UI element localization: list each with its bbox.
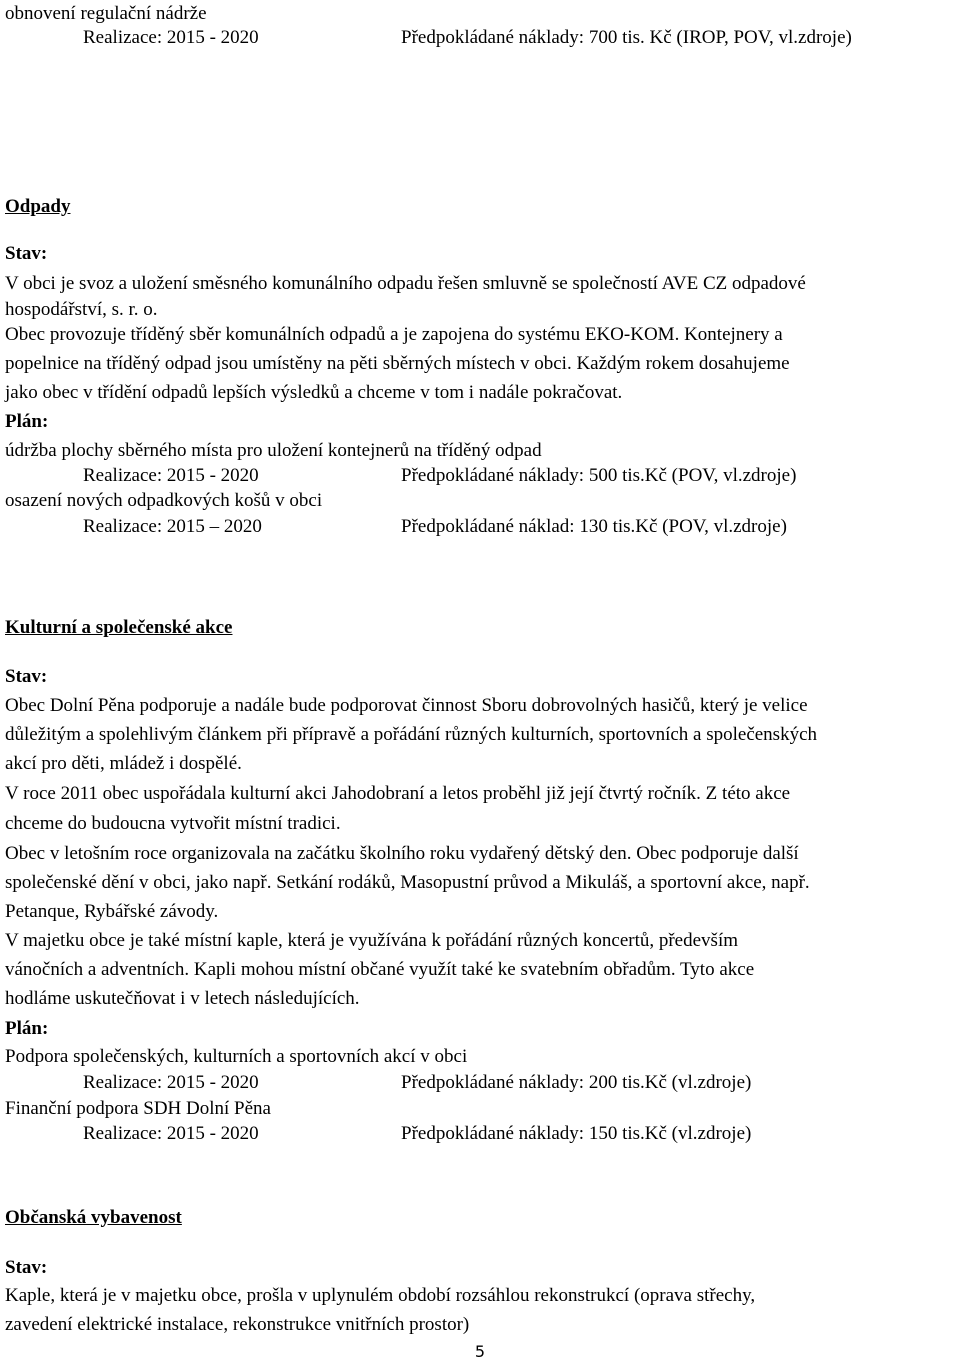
plan-item-name: Finanční podpora SDH Dolní Pěna — [5, 1098, 271, 1119]
plan-item-realizace: Realizace: 2015 - 2020 — [83, 1072, 259, 1093]
paragraph-line: hodláme uskutečňovat i v letech následujících. — [5, 988, 360, 1009]
plan-item-naklady: Předpokládané náklady: 150 tis.Kč (vl.zdroje) — [401, 1123, 752, 1144]
paragraph-line: V obci je svoz a uložení směsného komunálního odpadu řešen smluvně se společností AVE CZ odpadové — [5, 273, 806, 294]
section-heading-odpady: Odpady — [5, 196, 71, 217]
project-name: obnovení regulační nádrže — [5, 3, 207, 24]
plan-item-name: údržba plochy sběrného místa pro uložení kontejnerů na tříděný odpad — [5, 440, 542, 461]
plan-item-realizace: Realizace: 2015 - 2020 — [83, 465, 259, 486]
paragraph-line: V roce 2011 obec uspořádala kulturní akci Jahodobraní a letos proběhl již její čtvrtý ročník. Z této akce — [5, 783, 791, 804]
paragraph-line: chceme do budoucna vytvořit místní tradici. — [5, 813, 341, 834]
paragraph-line: Obec provozuje tříděný sběr komunálních odpadů a je zapojena do systému EKO-KOM. Kontejnery a — [5, 324, 783, 345]
section-heading-vybavenost: Občanská vybavenost — [5, 1207, 182, 1228]
plan-item-naklady: Předpokládané náklady: 500 tis.Kč (POV, vl.zdroje) — [401, 465, 797, 486]
paragraph-line: důležitým a spolehlivým článkem při přípravě a pořádání různých kulturních, sportovních a společenských — [5, 724, 818, 745]
paragraph-line: jako obec v třídění odpadů lepších výsledků a chceme v tom i nadále pokračovat. — [5, 382, 623, 403]
plan-label: Plán: — [5, 1018, 49, 1039]
section-heading-kultura: Kulturní a společenské akce — [5, 617, 233, 638]
paragraph-line: vánočních a adventních. Kapli mohou místní občané využít také ke svatebním obřadům. Tyto akce — [5, 959, 755, 980]
paragraph-line: Kaple, která je v majetku obce, prošla v uplynulém období rozsáhlou rekonstrukcí (oprava střechy, — [5, 1285, 756, 1306]
plan-label: Plán: — [5, 411, 49, 432]
page-number: 5 — [474, 1342, 486, 1361]
stav-label: Stav: — [5, 1257, 48, 1278]
stav-label: Stav: — [5, 243, 48, 264]
stav-label: Stav: — [5, 666, 48, 687]
plan-item-name: Podpora společenských, kulturních a sportovních akcí v obci — [5, 1046, 468, 1067]
plan-item-naklady: Předpokládané náklady: 200 tis.Kč (vl.zdroje) — [401, 1072, 752, 1093]
paragraph-line: Obec v letošním roce organizovala na začátku školního roku vydařený dětský den. Obec podporuje další — [5, 843, 799, 864]
paragraph-line: Obec Dolní Pěna podporuje a nadále bude podporovat činnost Sboru dobrovolných hasičů, který je velice — [5, 695, 808, 716]
plan-item-name: osazení nových odpadkových košů v obci — [5, 490, 323, 511]
paragraph-line: společenské dění v obci, jako např. Setkání rodáků, Masopustní průvod a Mikuláš, a sportovní akce, např. — [5, 872, 810, 893]
project-realizace: Realizace: 2015 - 2020 — [83, 27, 259, 48]
paragraph-line: V majetku obce je také místní kaple, která je využívána k pořádání různých koncertů, především — [5, 930, 739, 951]
project-naklady: Předpokládané náklady: 700 tis. Kč (IROP, POV, vl.zdroje) — [401, 27, 852, 48]
plan-item-realizace: Realizace: 2015 – 2020 — [83, 516, 262, 537]
paragraph-line: Petanque, Rybářské závody. — [5, 901, 219, 922]
plan-item-naklady: Předpokládané náklad: 130 tis.Kč (POV, vl.zdroje) — [401, 516, 787, 537]
paragraph-line: hospodářství, s. r. o. — [5, 299, 158, 320]
paragraph-line: popelnice na tříděný odpad jsou umístěny na pěti sběrných místech v obci. Každým rokem dosahujeme — [5, 353, 790, 374]
paragraph-line: zavedení elektrické instalace, rekonstrukce vnitřních prostor) — [5, 1314, 470, 1335]
plan-item-realizace: Realizace: 2015 - 2020 — [83, 1123, 259, 1144]
paragraph-line: akcí pro děti, mládež i dospělé. — [5, 753, 242, 774]
